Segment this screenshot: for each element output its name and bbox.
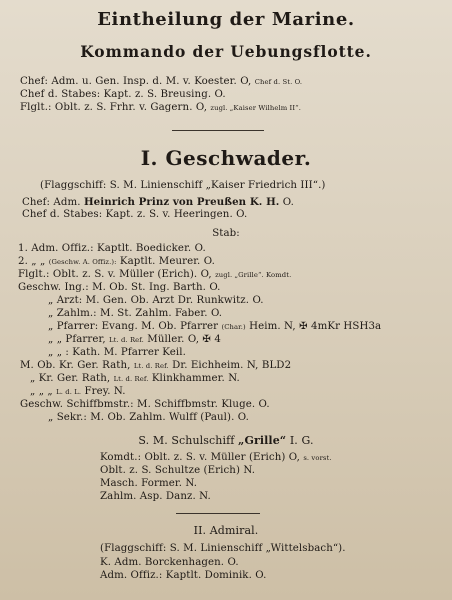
staff-line [48, 321, 381, 333]
grille-line-note: s. vorst. [303, 454, 332, 462]
staff-line-text: „ „ „ [30, 386, 53, 397]
squadron-chef-line [22, 196, 294, 209]
staff-line [18, 269, 291, 281]
command-chef-note: Chef d. St. O. [254, 78, 303, 86]
staff-line-text: Heim. N, ✠ 4mKr HSH3a [249, 321, 382, 332]
staff-line-note: Lt. d. Ref. [109, 336, 144, 344]
grille-line-text: Komdt.: Oblt. z. S. v. Müller (Erich) O, [100, 452, 300, 463]
staff-line-text: Flglt.: Oblt. z. S. v. Müller (Erich). O, [18, 269, 212, 280]
squadron-chef-label: Chef: Adm. [22, 197, 81, 208]
command-chef-text: Chef: Adm. u. Gen. Insp. d. M. v. Koester. O, [20, 76, 252, 87]
grille-line: Zahlm. Asp. Danz. N. [100, 491, 211, 502]
grille-heading-name: „Grille“ [238, 434, 287, 447]
staff-line-text: Kaptlt. Meurer. O. [119, 256, 215, 267]
staff-line [20, 360, 291, 372]
staff-line-note: zugl. „Grille“. Komdt. [215, 271, 292, 279]
stab-heading: Stab: [212, 228, 240, 239]
staff-line [30, 386, 126, 398]
staff-line-note: Lt. d. Ref. [113, 375, 149, 383]
divider [172, 130, 264, 131]
staff-line: „ Zahlm.: M. St. Zahlm. Faber. O. [48, 308, 223, 319]
staff-line-text: Müller. O, ✠ 4 [147, 334, 221, 345]
squadron-heading: I. Geschwader. [140, 146, 312, 170]
command-stabschef-line: Chef d. Stabes: Kapt. z. S. Breusing. O. [20, 89, 226, 100]
command-chef-line [20, 76, 302, 88]
grille-heading-post: I. G. [289, 434, 314, 447]
squadron-stabschef-line: Chef d. Stabes: Kapt. z. S. v. Heeringen. O. [22, 209, 248, 220]
squadron-chef-name: Heinrich Prinz von Preußen K. H. [83, 196, 280, 208]
staff-line-text: „ „ Pfarrer, [48, 334, 106, 345]
staff-line: „ Arzt: M. Gen. Ob. Arzt Dr. Runkwitz. O. [48, 295, 264, 306]
staff-line [48, 334, 221, 346]
squadron-flagship: (Flaggschiff: S. M. Linienschiff „Kaiser Friedrich III“.) [40, 180, 326, 191]
staff-line [18, 256, 215, 268]
staff-line-note: (Char.) [221, 323, 246, 331]
staff-line-text: M. Ob. Kr. Ger. Rath, [20, 360, 131, 371]
staff-line-text: Klinkhammer. N. [151, 373, 240, 384]
staff-line-prefix: 2. „ „ [18, 256, 46, 267]
grille-heading [0, 435, 452, 447]
grille-line: Oblt. z. S. Schultze (Erich) N. [100, 465, 256, 476]
staff-line: „ Sekr.: M. Ob. Zahlm. Wulff (Paul). O. [48, 412, 249, 423]
command-flglt-note: zugl. „Kaiser Wilhelm II“. [210, 104, 301, 112]
squadron-chef-suffix: O. [282, 197, 294, 208]
staff-line-note: L. d. L. [56, 388, 82, 396]
admiral2-line: K. Adm. Borckenhagen. O. [100, 557, 239, 568]
staff-line: 1. Adm. Offiz.: Kaptlt. Boedicker. O. [18, 243, 206, 254]
grille-line: Masch. Former. N. [100, 478, 198, 489]
staff-line-text: „ Kr. Ger. Rath, [30, 373, 111, 384]
staff-line-text: Frey. N. [84, 386, 126, 397]
grille-line [100, 452, 332, 464]
staff-line [30, 373, 240, 385]
divider [176, 513, 260, 514]
admiral2-heading: II. Admiral. [193, 524, 259, 537]
command-flglt-text: Flglt.: Oblt. z. S. Frhr. v. Gagern. O, [20, 102, 208, 113]
staff-line: „ „ : Kath. M. Pfarrer Keil. [48, 347, 186, 358]
staff-line-text: Dr. Eichheim. N, BLD2 [172, 360, 292, 371]
admiral2-flagship: (Flaggschiff: S. M. Linienschiff „Wittelsbach“). [100, 543, 346, 554]
admiral2-line: Adm. Offiz.: Kaptlt. Dominik. O. [100, 570, 267, 581]
staff-line-text: „ Pfarrer: Evang. M. Ob. Pfarrer [48, 321, 219, 332]
command-flglt-line [20, 102, 301, 114]
staff-line: Geschw. Schiffbmstr.: M. Schiffbmstr. Kluge. O. [20, 399, 270, 410]
page-title: Eintheilung der Marine. [97, 9, 355, 30]
staff-line-note: Lt. d. Ref. [133, 362, 169, 370]
fleet-command-heading: Kommando der Uebungsflotte. [80, 42, 372, 61]
staff-line: Geschw. Ing.: M. Ob. St. Ing. Barth. O. [18, 282, 221, 293]
staff-line-note: (Geschw. A. Offiz.): [48, 258, 117, 266]
grille-heading-pre: S. M. Schulschiff [138, 434, 235, 447]
